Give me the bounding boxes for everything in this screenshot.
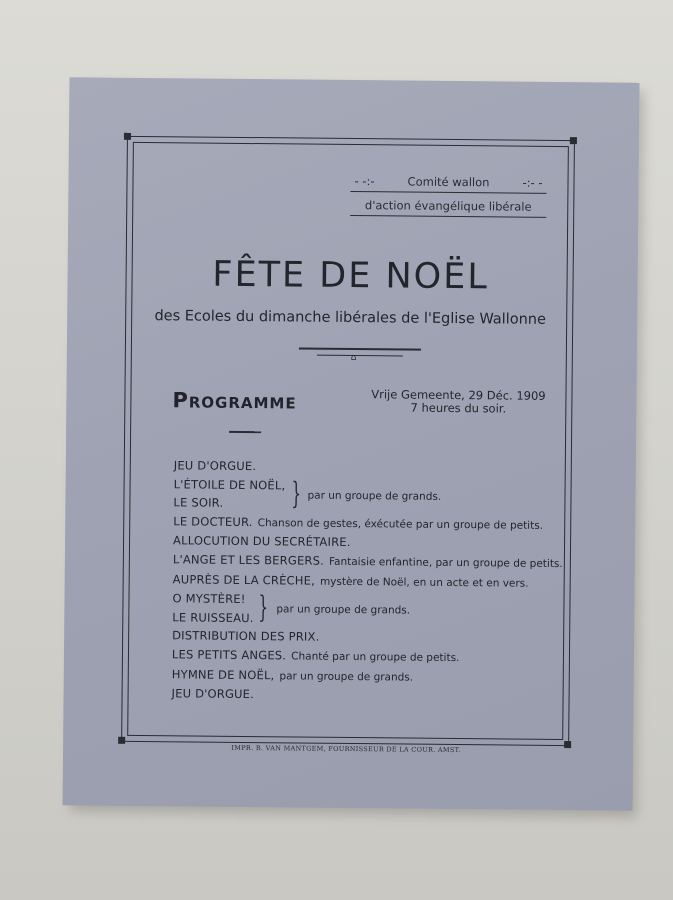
item-name: O MYSTÈRE! <box>172 591 246 607</box>
programme-heading: Programme <box>172 388 297 414</box>
committee-rule <box>350 191 546 194</box>
item-name: LES PETITS ANGES. <box>171 647 287 663</box>
item-name: LE SOIR. <box>173 495 224 510</box>
item-name: LE RUISSEAU. <box>172 610 254 625</box>
heading-rule <box>229 431 261 433</box>
date-block <box>368 388 548 416</box>
ornament-icon: ⌂ <box>350 352 357 364</box>
printer-imprint: IMPR. B. VAN MANTGEM, FOURNISSEUR DE LA COUR. AMST. <box>231 743 461 755</box>
event-time: 7 heures du soir. <box>410 400 507 416</box>
event-place-date: Vrije Gemeente, 29 Déc. 1909 <box>371 387 546 403</box>
item-name: L'ÉTOILE DE NOËL, <box>173 476 286 492</box>
item-name: HYMNE DE NOËL, <box>171 666 275 682</box>
brace-icon: } <box>291 476 302 512</box>
item-description: mystère de Noël, en un acte et en vers. <box>319 575 529 590</box>
item-name: LE DOCTEUR. <box>173 514 253 529</box>
brace-icon: } <box>258 590 269 626</box>
item-name: L'ANGE ET LES BERGERS. <box>172 552 325 568</box>
committee-rule <box>350 215 546 218</box>
item-description: Fantaisie enfantine, par un groupe de petits. <box>328 555 563 571</box>
committee-header <box>350 174 546 221</box>
ornament-left: - -:- <box>354 174 375 189</box>
page-subtitle: des Ecoles du dimanche libérales de l'Eglise Wallonne <box>154 308 547 328</box>
border-corner <box>570 137 577 144</box>
item-group <box>173 475 573 516</box>
list-item <box>172 684 572 706</box>
item-name: DISTRIBUTION DES PRIX. <box>172 628 320 645</box>
page-title: FÊTE DE NOËL <box>212 254 490 298</box>
programme-list <box>172 456 574 707</box>
programme-sheet <box>63 77 640 810</box>
item-description: Chanté par un groupe de petits. <box>291 650 460 664</box>
committee-name: Comité wallon <box>407 174 490 190</box>
group-description: par un groupe de grands. <box>307 489 442 503</box>
border-corner <box>124 133 131 140</box>
item-description: par un groupe de grands. <box>279 669 414 684</box>
item-name: AUPRÈS DE LA CRÈCHE, <box>172 571 316 588</box>
ornament-right: -:- - <box>522 175 543 190</box>
item-description: Chanson de gestes, éxécutée par un groupe de petits. <box>257 516 544 532</box>
item-name: JEU D'ORGUE. <box>171 686 255 702</box>
item-group <box>172 589 572 630</box>
item-name: ALLOCUTION DU SECRÉTAIRE. <box>172 533 351 550</box>
group-description: par un groupe de grands. <box>276 603 411 617</box>
committee-subtitle: d'action évangélique libérale <box>364 198 532 214</box>
item-name: JEU D'ORGUE. <box>173 458 257 474</box>
